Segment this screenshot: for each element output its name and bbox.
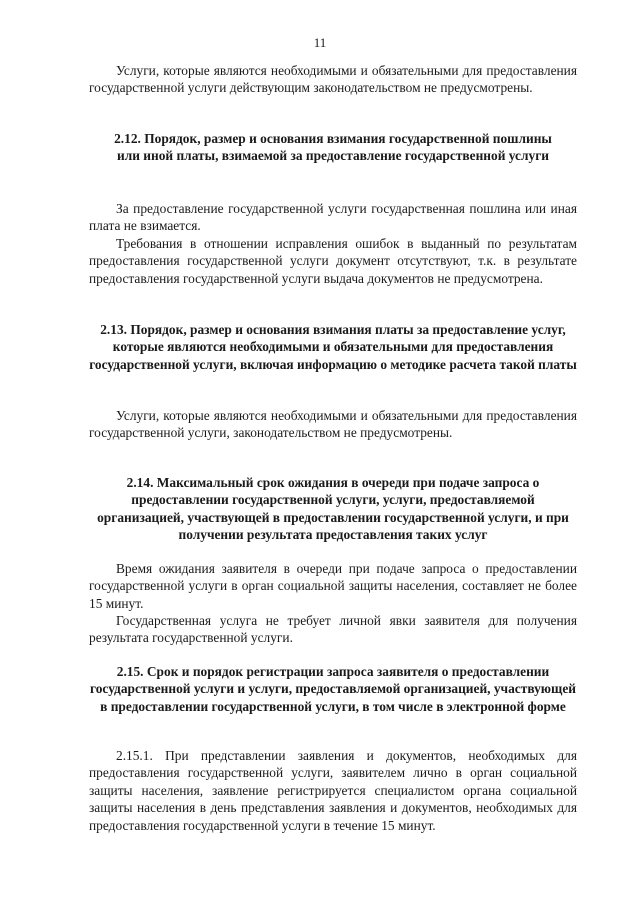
heading-2-13: 2.13. Порядок, размер и основания взимания платы за предоставление услуг, которые являются необходимыми и обязательными для предоставления государственной услуги, включая информацию о методике расчета такой платы [89, 322, 577, 372]
paragraph-paid-services: Услуги, которые являются необходимыми и обязательными для предоставления государственной услуги, законодательством не предусмотрены. [89, 408, 577, 441]
paragraph-2-15-1: 2.15.1. При представлении заявления и документов, необходимых для предоставления государственной услуги, заявителем лично в орган социальной защиты населения, заявление регистрируется специалистом органа социальной защиты населения в день представления заявления и документов, необходимых для предоставления государственной услуги в течение 15 минут. [89, 748, 577, 833]
paragraph-waiting-time: Время ожидания заявителя в очереди при подаче запроса о предоставлении государственной услуги в орган социальной защиты населения, составляет не более 15 минут. [89, 561, 577, 611]
paragraph-services-not-provided: Услуги, которые являются необходимыми и обязательными для предоставления государственной услуги действующим законодательством не предусмотрены. [89, 63, 577, 96]
paragraph-error-correction: Требования в отношении исправления ошибок в выданный по результатам предоставления государственной услуги документ отсутствуют, т.к. в результате предоставления государственной услуги выдача документов не предусмотрена. [89, 236, 577, 286]
heading-2-15: 2.15. Срок и порядок регистрации запроса заявителя о предоставлении государственной услуги и услуги, предоставляемой организацией, участвующей в предоставлении государственной услуги, в том числе в электронной форме [89, 664, 576, 714]
page-number: 11 [313, 35, 327, 50]
paragraph-fee-not-charged: За предоставление государственной услуги государственная пошлина или иная плата не взимается. [89, 201, 577, 234]
heading-2-14: 2.14. Максимальный срок ожидания в очереди при подаче запроса о предоставлении государственной услуги, услуги, предоставляемой организацией, участвующей в предоставлении государственной услуги, и при получении результата предоставления таких услуг [97, 475, 569, 543]
paragraph-no-personal-visit: Государственная услуга не требует личной явки заявителя для получения результата государственной услуги. [89, 613, 577, 646]
heading-2-12: 2.12. Порядок, размер и основания взимания государственной пошлины или иной платы, взимаемой за предоставление государственной услуги [114, 131, 552, 164]
